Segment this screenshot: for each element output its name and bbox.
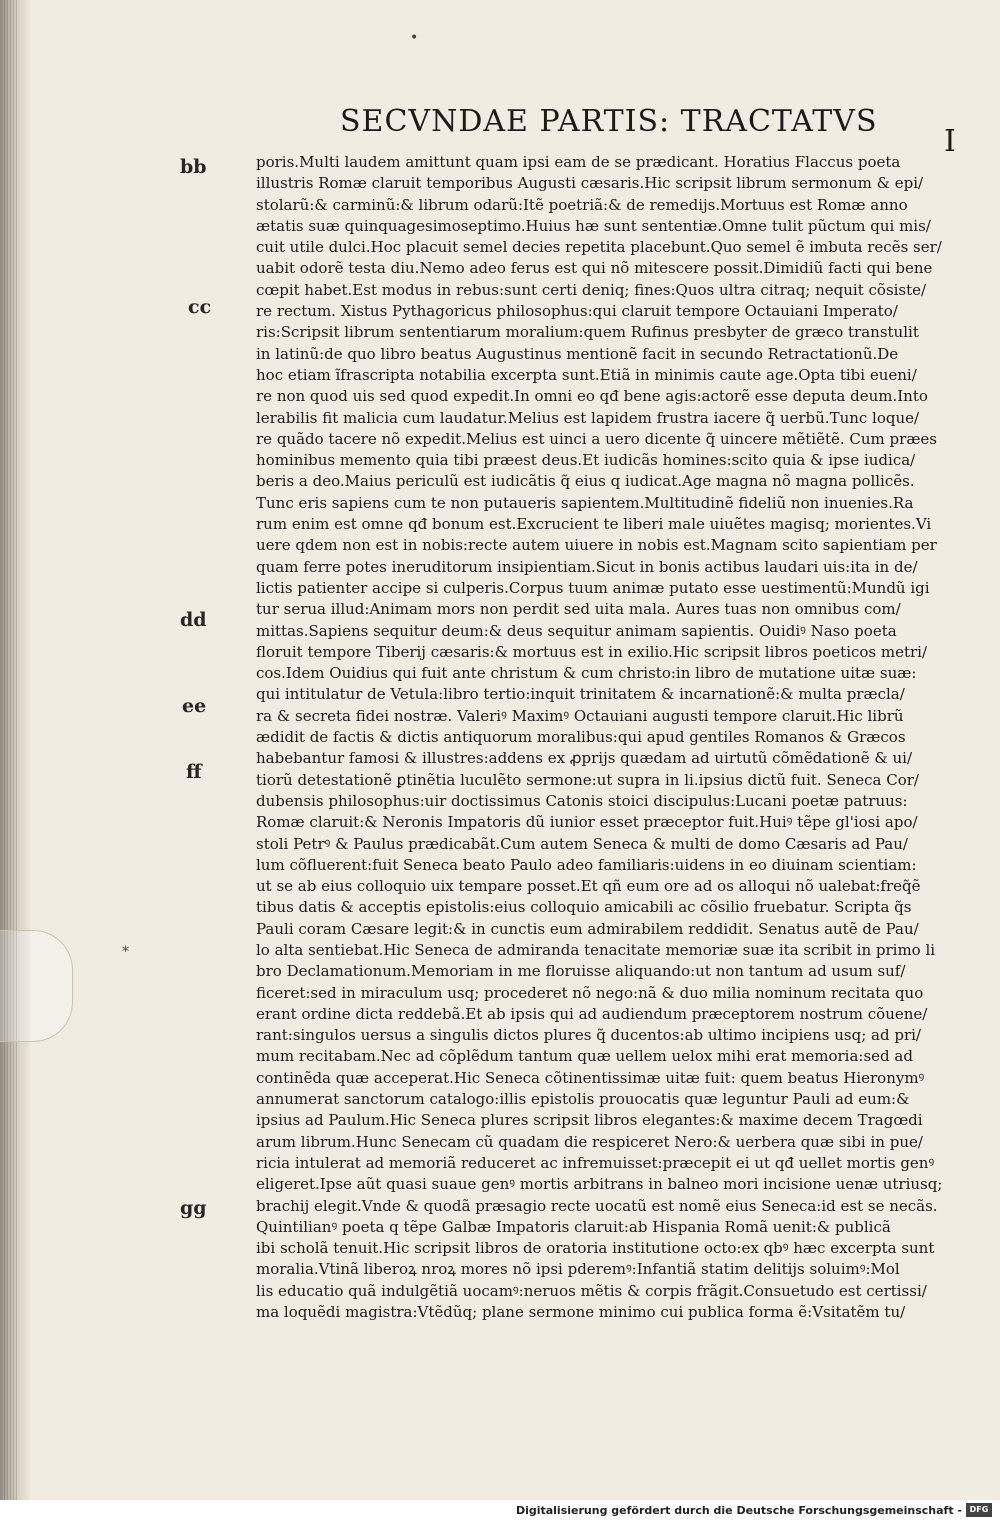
text-line: ra & secreta fidei nostræ. Valeriꝰ Maximꝰ Octauiani augusti tempore claruit.Hic librũ [256, 706, 904, 725]
text-line: dubensis philosophus:uir doctissimus Catonis stoici discipulus:Lucani poetæ patruus: [256, 791, 908, 810]
text-line: re quãdo tacere nõ expedit.Melius est uinci a uero dicente q̃ uincere mẽtiẽtẽ. Cum præes [256, 429, 937, 448]
running-head: SECVNDAE PARTIS: TRACTATVS [340, 104, 878, 139]
margin-signature-dd: dd [180, 609, 207, 631]
text-line: lictis patienter accipe si culperis.Corpus tuum animæ putato esse uestimentũ:Mundũ igi [256, 578, 930, 597]
text-line: erant ordine dicta reddebã.Et ab ipsis qui ad audiendum præceptorem nostrum cõuene/ [256, 1004, 928, 1023]
text-line: bro Declamationum.Memoriam in me floruisse aliquando:ut non tantum ad usum suf/ [256, 962, 906, 981]
footer-credit: Digitalisierung gefördert durch die Deutsche Forschungsgemeinschaft - [515, 1504, 962, 1517]
text-line: ibi scholã tenuit.Hic scripsit libros de oratoria institutione octo:ex qbꝰ hæc excerpta sunt [256, 1239, 935, 1258]
text-line: poris.Multi laudem amittunt quam ipsi eam de se prædicant. Horatius Flaccus poeta [256, 153, 901, 171]
text-line: lis educatio quã indulgẽtiã uocamꝰ:neruos mẽtis & corpis frãgit.Consuetudo est certissi/ [256, 1281, 927, 1300]
text-line: arum librum.Hunc Senecam cũ quadam die respiceret Nero:& uerbera quæ sibi in pue/ [256, 1132, 923, 1151]
text-line: moralia.Vtinã liberoꝝ nroꝝ mores nõ ipsi pderemꝰ:Infantiã statim delitijs soluimꝰ:Mol [256, 1260, 900, 1279]
text-line: uabit odorẽ testa diu.Nemo adeo ferus est qui nõ mitescere possit.Dimidiũ facti qui bene [256, 259, 933, 278]
text-line: uere qdem non est in nobis:recte autem uiuere in nobis est.Magnam scito sapientiam per [256, 536, 937, 555]
text-line: stoli Petrꝰ & Paulus prædicabãt.Cum autem Seneca & multi de domo Cæsaris ad Pau/ [256, 834, 908, 853]
margin-signature-ee: ee [182, 695, 207, 717]
text-line: ipsius ad Paulum.Hic Seneca plures scripsit libros elegantes:& maxime decem Tragœdi [256, 1111, 923, 1130]
text-line: rant:singulos uersus a singulis dictos plures q̃ ducentos:ab ultimo incipiens usq; ad pri/ [256, 1026, 921, 1045]
text-line: continẽda quæ acceperat.Hic Seneca cõtinentissimæ uitæ fuit: quem beatus Hieronymꝰ [256, 1068, 925, 1087]
text-line: Pauli coram Cæsare legit:& in cunctis eum admirabilem reddidit. Senatus autẽ de Pau/ [256, 919, 919, 938]
text-line: cuit utile dulci.Hoc placuit semel decies repetita placebunt.Quo semel ẽ imbuta recẽs ser/ [256, 238, 942, 257]
page-clip-tab [0, 930, 73, 1042]
text-line: ætatis suæ quinquagesimoseptimo.Huius hæ sunt sententiæ.Omne tulit pũctum qui mis/ [256, 216, 931, 235]
text-line: beris a deo.Maius periculũ est iudicãtis q̃ eius q iudicat.Age magna nõ magna pollicẽs. [256, 472, 915, 491]
text-line: in latinũ:de quo libro beatus Augustinus mentionẽ facit in secundo Retractationũ.De [256, 344, 899, 363]
text-line: rum enim est omne qđ bonum est.Excrucient te liberi male uiuẽtes magisq; morientes.Vi [256, 515, 932, 534]
dfg-logo: DFG [966, 1503, 992, 1517]
text-line: mittas.Sapiens sequitur deum:& deus sequitur animam sapientis. Ouidiꝰ Naso poeta [256, 621, 897, 640]
text-line: habebantur famosi & illustres:addens ex ꝓprijs quædam ad uirtutũ cõmẽdationẽ & ui/ [256, 749, 913, 768]
text-line: annumerat sanctorum catalogo:illis epistolis prouocatis quæ leguntur Pauli ad eum:& [256, 1090, 910, 1109]
text-line: ricia intulerat ad memoriã reduceret ac infremuisset:præcepit ei ut qđ uellet mortis genꝰ [256, 1153, 935, 1172]
text-line: illustris Romæ claruit temporibus Augusti cæsaris.Hic scripsit librum sermonum & epi/ [256, 174, 924, 193]
text-line: mum recitabam.Nec ad cõplẽdum tantum quæ uellem uelox mihi erat memoria:sed ad [256, 1047, 913, 1066]
text-line: ma loquẽdi magistra:Vtẽdũq; plane sermone minimo cui publica forma ẽ:Vsitatẽm tu/ [256, 1303, 906, 1322]
ink-dot-mark: • [410, 30, 419, 46]
text-line: lerabilis fit malicia cum laudatur.Melius est lapidem frustra iacere q̃ uerbũ.Tunc loque/ [256, 408, 920, 427]
body-text-block [256, 152, 962, 1324]
folio-number: I [944, 124, 956, 159]
text-line: ut se ab eius colloquio uix tempare posset.Et qñ eum ore ad os alloqui nõ ualebat:freq̃ẽ [256, 877, 921, 896]
text-line: Tunc eris sapiens cum te non putaueris sapientem.Multitudinẽ fideliũ non inuenies.Ra [256, 493, 914, 512]
text-line: brachij elegit.Vnde & quodã præsagio recte uocatũ est nomẽ eius Seneca:id est se necãs. [256, 1196, 938, 1215]
text-line: cos.Idem Ouidius qui fuit ante christum & cum christo:in libro de mutatione uitæ suæ: [256, 664, 917, 683]
text-line: floruit tempore Tiberij cæsaris:& mortuus est in exilio.Hic scripsit libros poeticos metri/ [256, 642, 928, 661]
text-line: re rectum. Xistus Pythagoricus philosophus:qui claruit tempore Octauiani Imperato/ [256, 302, 898, 321]
text-line: tur serua illud:Animam mors non perdit sed uita mala. Aures tuas non omnibus com/ [256, 600, 901, 619]
text-line: lum cõfluerent:fuit Seneca beato Paulo adeo familiaris:uidens in eo diuinam scientiam: [256, 855, 917, 874]
margin-star-mark: * [122, 944, 129, 960]
margin-signature-gg: gg [180, 1197, 207, 1219]
margin-signature-cc: cc [188, 296, 212, 318]
text-line: eligeret.Ipse aũt quasi suaue genꝰ mortis arbitrans in balneo mori incisione uenæ utriusq; [256, 1175, 943, 1194]
text-line: ficeret:sed in miraculum usq; procederet nõ nego:nã & duo milia nominum recitata quo [256, 983, 924, 1002]
text-line: hoc etiam ĩfrascripta notabilia excerpta sunt.Etiã in minimis caute age.Opta tibi eueni/ [256, 365, 917, 384]
text-line: Quintilianꝰ poeta q tẽpe Galbæ Impatoris claruit:ab Hispania Romã uenit:& publicã [256, 1217, 891, 1236]
margin-signature-ff: ff [186, 761, 202, 783]
text-line: tiorũ detestationẽ ꝑtinẽtia luculẽto sermone:ut supra in li.ipsius dictũ fuit. Seneca Cor/ [256, 770, 919, 789]
text-line: re non quod uis sed quod expedit.In omni eo qđ bene agis:actorẽ esse deputa deum.Into [256, 387, 928, 406]
text-line: lo alta sentiebat.Hic Seneca de admiranda tenacitate memoriæ suæ ita scribit in primo li [256, 940, 936, 959]
margin-signature-bb: bb [180, 156, 207, 178]
text-line: tibus datis & acceptis epistolis:eius colloquio amicabili ac cõsilio fruebatur. Scripta q̃s [256, 898, 912, 917]
text-line: quam ferre potes ineruditorum insipientiam.Sicut in bonis actibus laudari uis:ita in de/ [256, 557, 918, 576]
page-edges [4, 0, 18, 1500]
text-line: Romæ claruit:& Neronis Impatoris dũ iunior esset præceptor fuit.Huiꝰ tẽpe gl'iosi apo/ [256, 813, 918, 832]
text-line: qui intitulatur de Vetula:libro tertio:inquit trinitatem & incarnationẽ:& multa præcla/ [256, 685, 905, 704]
text-line: cœpit habet.Est modus in rebus:sunt certi deniq; fines:Quos ultra citraq; nequit cõsiste/ [256, 280, 927, 299]
text-line: ædidit de factis & dictis antiquorum moralibus:qui apud gentiles Romanos & Græcos [256, 728, 906, 747]
text-line: hominibus memento quia tibi præest deus.Et iudicãs homines:scito quia & ipse iudica/ [256, 451, 916, 470]
text-line: ris:Scripsit librum sententiarum moralium:quem Rufinus presbyter de græco transtulit [256, 323, 919, 342]
text-line: stolarũ:& carminũ:& librum odarũ:Itẽ poetriã:& de remedijs.Mortuus est Romæ anno [256, 195, 908, 214]
